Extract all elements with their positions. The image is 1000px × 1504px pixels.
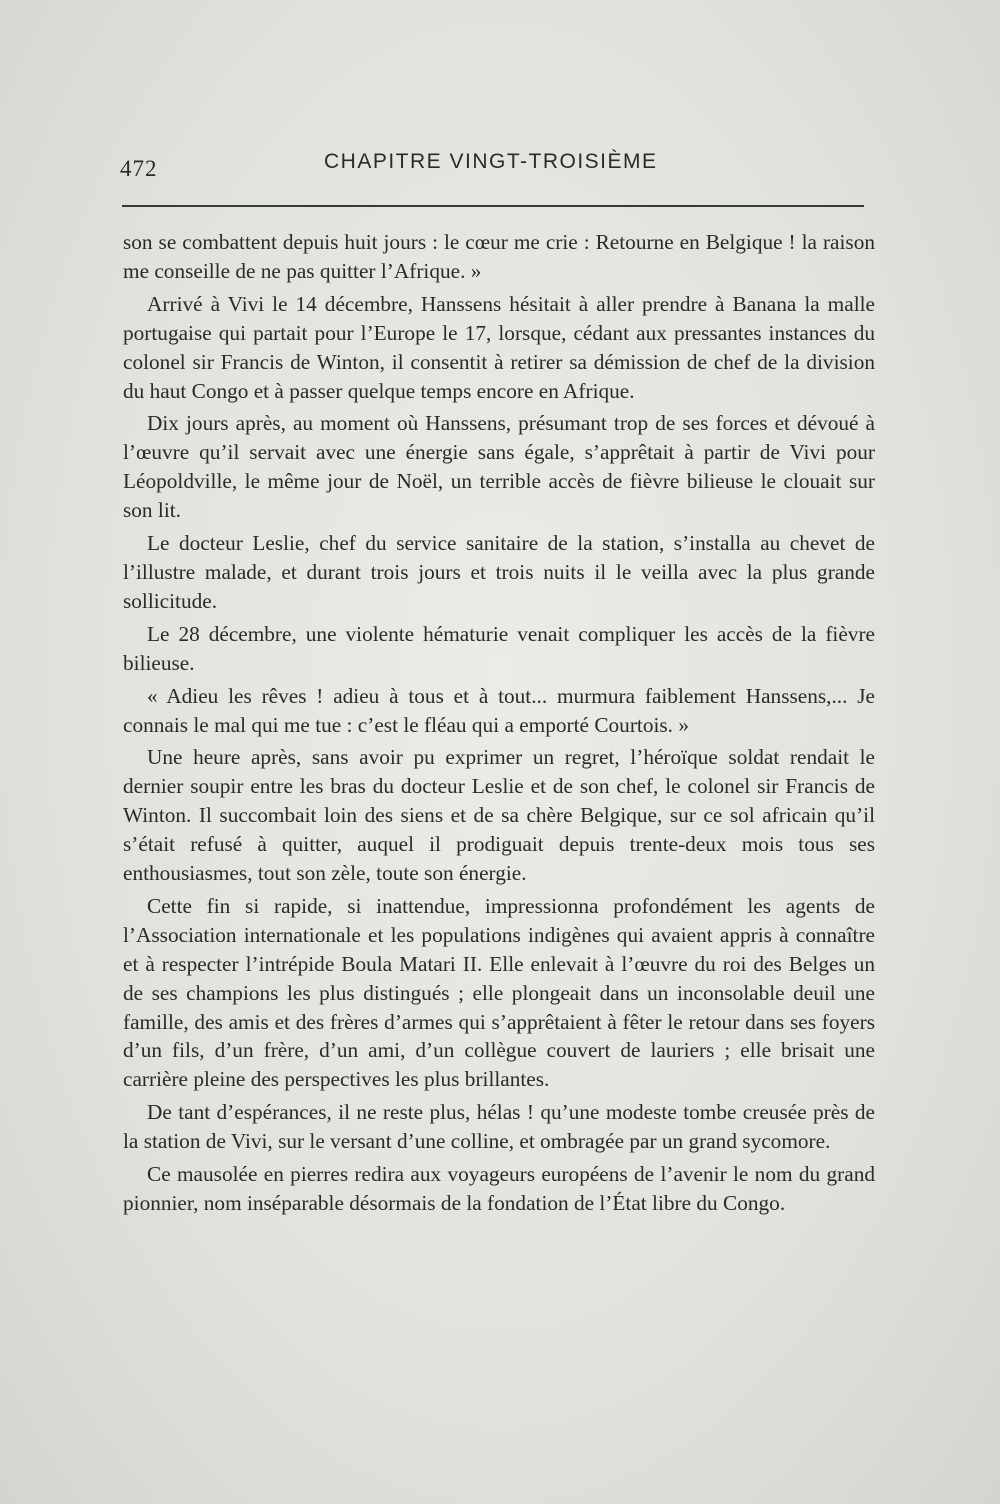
paragraph: Ce mausolée en pierres redira aux voyageurs européens de l’avenir le nom du grand pionnier, nom inséparable désormais de la fondation de l’État libre du Congo. [123, 1162, 875, 1215]
paragraph: Le docteur Leslie, chef du service sanitaire de la station, s’installa au chevet de l’illustre malade, et durant trois jours et trois nuits il le veilla avec la plus grande sollicitude. [123, 531, 875, 613]
body-text [123, 228, 875, 1222]
header-rule [122, 205, 864, 207]
paragraph: Le 28 décembre, une violente hématurie venait compliquer les accès de la fièvre bilieuse. [123, 621, 875, 675]
paragraph: De tant d’espérances, il ne reste plus, hélas ! qu’une modeste tombe creusée près de la station de Vivi, sur le versant d’une colline, et ombragée par un grand sycomore. [123, 1100, 875, 1154]
chapter-title: CHAPITRE VINGT-TROISIÈME [324, 150, 658, 173]
page-number: 472 [120, 156, 158, 181]
paragraph: Arrivé à Vivi le 14 décembre, Hanssens hésitait à aller prendre à Banana la malle portugaise qui partait pour l’Europe le 17, lorsque, cédant aux pressantes instances du colonel sir Francis de Winton, il consentit à retirer sa démission de chef de la division du haut Congo et à passer quelque temps encore en Afrique. [123, 291, 875, 403]
paragraph: Cette fin si rapide, si inattendue, impressionna profondément les agents de l’Association internationale et les populations indigènes qui avaient appris à connaître et à respecter l’intrépide Boula Matari II. Elle enlevait à l’œuvre du roi des Belges un de ses champions les plus distingués ; elle plongeait dans un inconsolable deuil une famille, des amis et des frères d’armes qui s’apprêtaient à fêter le retour dans ses foyers d’un fils, d’un frère, d’un ami, d’un collègue couvert de lauriers ; elle brisait une carrière pleine des perspectives les plus brillantes. [123, 893, 875, 1092]
paragraph: « Adieu les rêves ! adieu à tous et à tout... murmura faiblement Hanssens,... Je connais le mal qui me tue : c’est le fléau qui a emporté Courtois. » [123, 683, 875, 737]
paragraph: son se combattent depuis huit jours : le cœur me crie : Retourne en Belgique ! la raison me conseille de ne pas quitter l’Afrique. » [123, 230, 875, 283]
paragraph: Dix jours après, au moment où Hanssens, présumant trop de ses forces et dévoué à l’œuvre qu’il servait avec une énergie sans égale, s’apprêtait à partir de Vivi pour Léopoldville, le même jour de Noël, un terrible accès de fièvre bilieuse le clouait sur son lit. [123, 411, 875, 523]
running-header [120, 148, 865, 188]
paragraph: Une heure après, sans avoir pu exprimer un regret, l’héroïque soldat rendait le dernier soupir entre les bras du docteur Leslie et de son chef, le colonel sir Francis de Winton. Il succombait loin des siens et de sa chère Belgique, sur ce sol africain qu’il s’était refusé à quitter, auquel il prodiguait depuis trente-deux mois tous ses enthousiasmes, tout son zèle, toute son énergie. [123, 745, 875, 886]
